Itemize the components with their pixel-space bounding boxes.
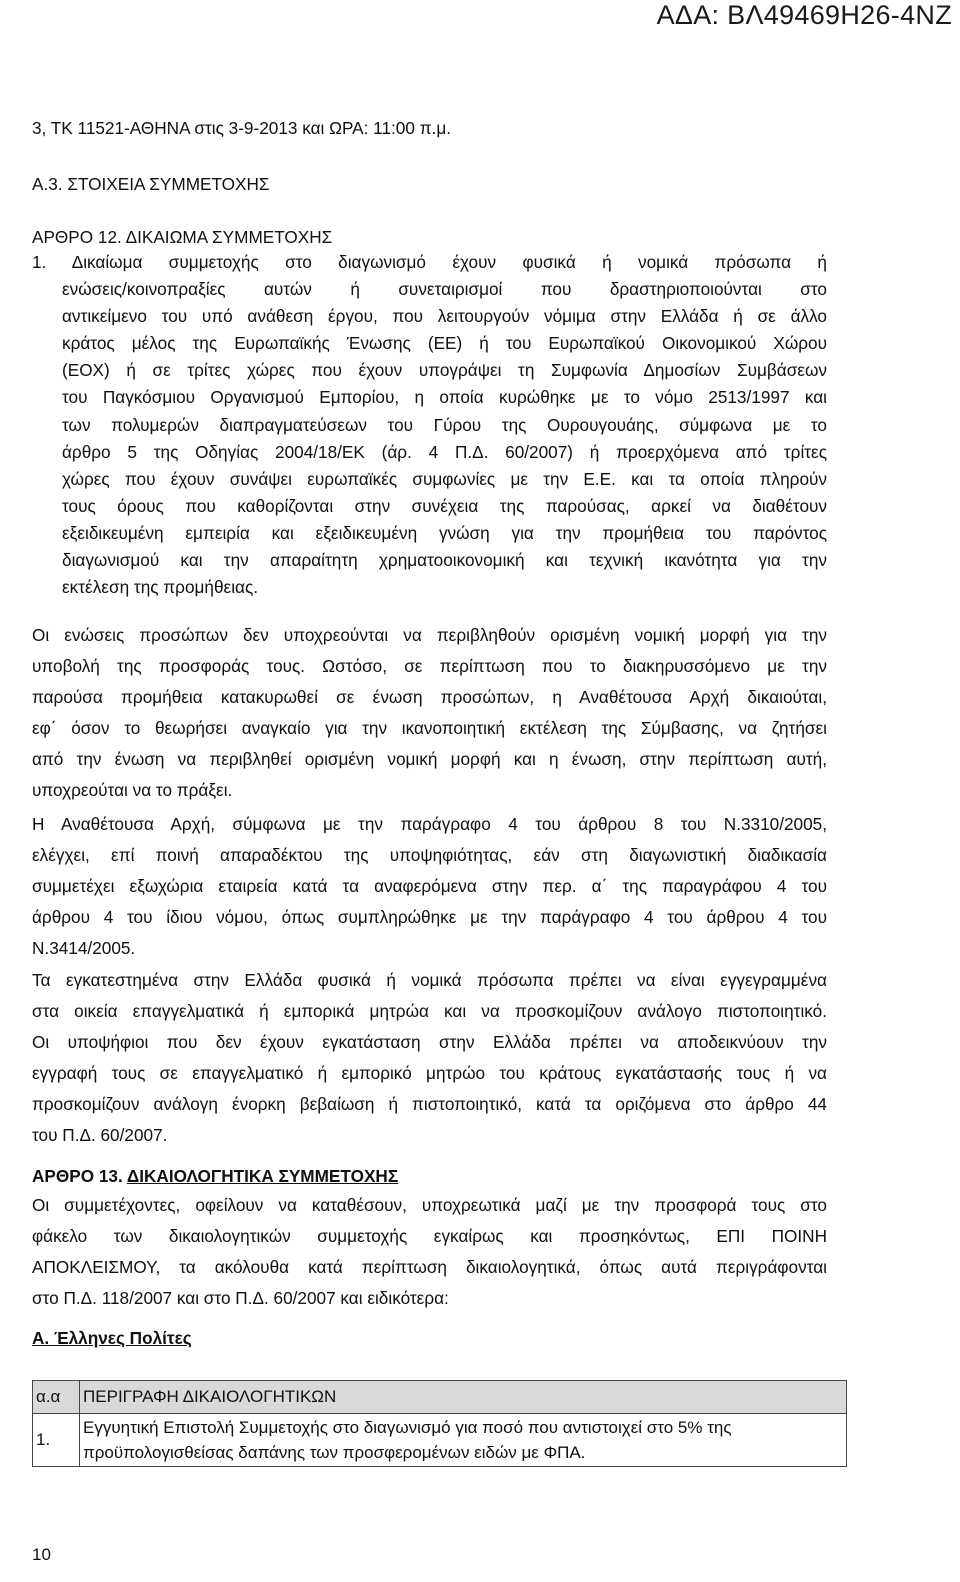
paragraph-line: από την ένωση να περιβληθεί ορισμένη νομική μορφή και η ένωση, στην περίπτωση αυτή,: [32, 749, 827, 769]
paragraph-line: παρούσα προμήθεια κατακυρωθεί σε ένωση προσώπων, η Αναθέτουσα Αρχή δικαιούται,: [32, 687, 827, 707]
paragraph-line: τους όρους που καθορίζονται στην συνέχεια της παρούσας, αρκεί να διαθέτουν: [62, 495, 827, 516]
paragraph-line: εκτέλεση της προμήθειας.: [62, 577, 259, 598]
article-13-prefix: ΑΡΘΡΟ 13.: [32, 1166, 127, 1186]
table-row: [33, 1414, 847, 1467]
page-number: 10: [32, 1545, 51, 1564]
paragraph-line: των πολυμερών διαπραγματεύσεων του Γύρου της Ουρουγουάης, σύμφωνα με το: [62, 414, 827, 435]
paragraph-line: του Παγκόσμιου Οργανισμού Εμπορίου, η οποία κυρώθηκε με το νόμο 2513/1997 και: [62, 387, 827, 408]
article-13-title: ΔΙΚΑΙΟΛΟΓΗΤΙΚΑ ΣΥΜΜΕΤΟΧΗΣ: [126, 1166, 399, 1186]
paragraph-right-to-participate: [32, 249, 827, 601]
paragraph-line: Οι υποψήφιοι που δεν έχουν εγκατάσταση στην Ελλάδα πρέπει να αποδεικνύουν την: [32, 1032, 827, 1052]
paragraph-line: ελέγχει, επί ποινή απαραδέκτου της υποψηφιότητας, εάν στη διαγωνιστική διαδικασία: [32, 845, 827, 865]
paragraph-line: (ΕΟΧ) ή σε τρίτες χώρες που έχουν υπογράψει τη Συμφωνία Δημοσίων Συμβάσεων: [62, 360, 827, 381]
documents-table: [32, 1380, 847, 1467]
paragraph-line: ΑΠΟΚΛΕΙΣΜΟΥ, τα ακόλουθα κατά περίπτωση δικαιολογητικά, όπως αυτά περιγράφονται: [32, 1257, 827, 1277]
paragraph-line: Οι συμμετέχοντες, οφείλουν να καταθέσουν, υποχρεωτικά μαζί με την προσφορά τους στο: [32, 1195, 827, 1215]
paragraph-line: κράτος μέλος της Ευρωπαϊκής Ένωσης (ΕΕ) ή του Ευρωπαϊκού Οικονομικού Χώρου: [62, 333, 827, 354]
paragraph-line: Τα εγκατεστημένα στην Ελλάδα φυσικά ή νομικά πρόσωπα πρέπει να είναι εγγεγραμμένα: [32, 970, 827, 990]
paragraph-line: εγγραφή τους σε επαγγελματικό ή εμπορικό μητρώο του κράτους εγκατάστασής τους ή να: [32, 1063, 827, 1083]
paragraph-line: χώρες που έχουν συνάψει ευρωπαϊκές συμφωνίες με την Ε.Ε. και τα οποία πληρούν: [62, 468, 827, 489]
paragraph-registries: [32, 965, 827, 1151]
paragraph-line: υποβολή της προσφοράς τους. Ωστόσο, σε περίπτωση που το διακηρυσσόμενο με την: [32, 656, 827, 676]
paragraph-line: στα οικεία επαγγελματικά ή εμπορικά μητρώα και να προσκομίζουν ανάλογο πιστοποιητικό.: [32, 1001, 827, 1021]
table-cell-number: 1.: [33, 1414, 80, 1467]
section-a3-heading: Α.3. ΣΤΟΙΧΕΙΑ ΣΥΜΜΕΤΟΧΗΣ: [32, 174, 270, 194]
paragraph-line: εξειδικευμένη εμπειρία και εξειδικευμένη γνώση για την προμήθεια του παρόντος: [62, 522, 827, 543]
paragraph-line: φάκελο των δικαιολογητικών συμμετοχής εγκαίρως και προσηκόντως, ΕΠΙ ΠΟΙΝΗ: [32, 1226, 827, 1246]
article-13-heading: [32, 1166, 398, 1187]
paragraph-line: διαγωνισμού και την απαραίτητη χρηματοοικονομική και τεχνική ικανότητα για την: [62, 550, 827, 571]
subsection-greek-citizens: Α. Έλληνες Πολίτες: [32, 1328, 192, 1348]
paragraph-line: άρθρου 4 του ίδιου νόμου, όπως συμπληρώθηκε με την παράγραφο 4 του άρθρου 4 του: [32, 907, 827, 927]
paragraph-documents: [32, 1190, 827, 1314]
paragraph-line: στο Π.Δ. 118/2007 και στο Π.Δ. 60/2007 και ειδικότερα:: [32, 1288, 449, 1308]
paragraph-line: προσκομίζουν ανάλογη ένορκη βεβαίωση ή πιστοποιητικό, κατά τα οριζόμενα στο άρθρο 44: [32, 1094, 827, 1114]
ada-code: ΑΔΑ: ΒΛ49469Η26-4ΝΖ: [656, 0, 952, 30]
address-line: 3, ΤΚ 11521-ΑΘΗΝΑ στις 3-9-2013 και ΩΡΑ: 11:00 π.μ.: [32, 118, 451, 138]
paragraph-line: εφ΄ όσον το θεωρήσει αναγκαίο για την ικανοποιητική εκτέλεση της Σύμβασης, να ζητήσει: [32, 718, 827, 738]
table-header-row: [33, 1381, 847, 1414]
paragraph-line: Οι ενώσεις προσώπων δεν υποχρεούνται να περιβληθούν ορισμένη νομική μορφή για την: [32, 625, 827, 645]
article-12-heading: ΑΡΘΡΟ 12. ΔΙΚΑΙΩΜΑ ΣΥΜΜΕΤΟΧΗΣ: [32, 227, 333, 247]
paragraph-line: άρθρο 5 της Οδηγίας 2004/18/ΕΚ (άρ. 4 Π.Δ. 60/2007) ή προερχόμενα από τρίτες: [62, 441, 827, 462]
paragraph-joint-ventures: [32, 620, 827, 806]
paragraph-line: ενώσεις/κοινοπραξίες αυτών ή συνεταιρισμοί που δραστηριοποιούνται στο: [62, 279, 827, 300]
paragraph-line: υποχρεούται να το πράξει.: [32, 780, 233, 800]
paragraph-offshore-companies: [32, 809, 827, 964]
paragraph-line: του Π.Δ. 60/2007.: [32, 1125, 168, 1145]
paragraph-line: Ν.3414/2005.: [32, 938, 136, 958]
table-header-number: α.α: [33, 1381, 80, 1414]
table-header-description: ΠΕΡΙΓΡΑΦΗ ΔΙΚΑΙΟΛΟΓΗΤΙΚΩΝ: [80, 1381, 847, 1414]
paragraph-line: αντικείμενο του υπό ανάθεση έργου, που λειτουργούν νόμιμα στην Ελλάδα ή σε άλλο: [62, 306, 827, 327]
table-cell-description: Εγγυητική Επιστολή Συμμετοχής στο διαγωνισμό για ποσό που αντιστοιχεί στο 5% της προϋπολογισθείσας δαπάνης των προσφερομένων ειδών με ΦΠΑ.: [80, 1414, 847, 1467]
paragraph-line: Η Αναθέτουσα Αρχή, σύμφωνα με την παράγραφο 4 του άρθρου 8 του Ν.3310/2005,: [32, 814, 827, 834]
paragraph-line: συμμετέχει εξωχώρια εταιρεία κατά τα αναφερόμενα στην περ. α΄ της παραγράφου 4 του: [32, 876, 827, 896]
paragraph-line: 1. Δικαίωμα συμμετοχής στο διαγωνισμό έχουν φυσικά ή νομικά πρόσωπα ή: [32, 252, 827, 272]
